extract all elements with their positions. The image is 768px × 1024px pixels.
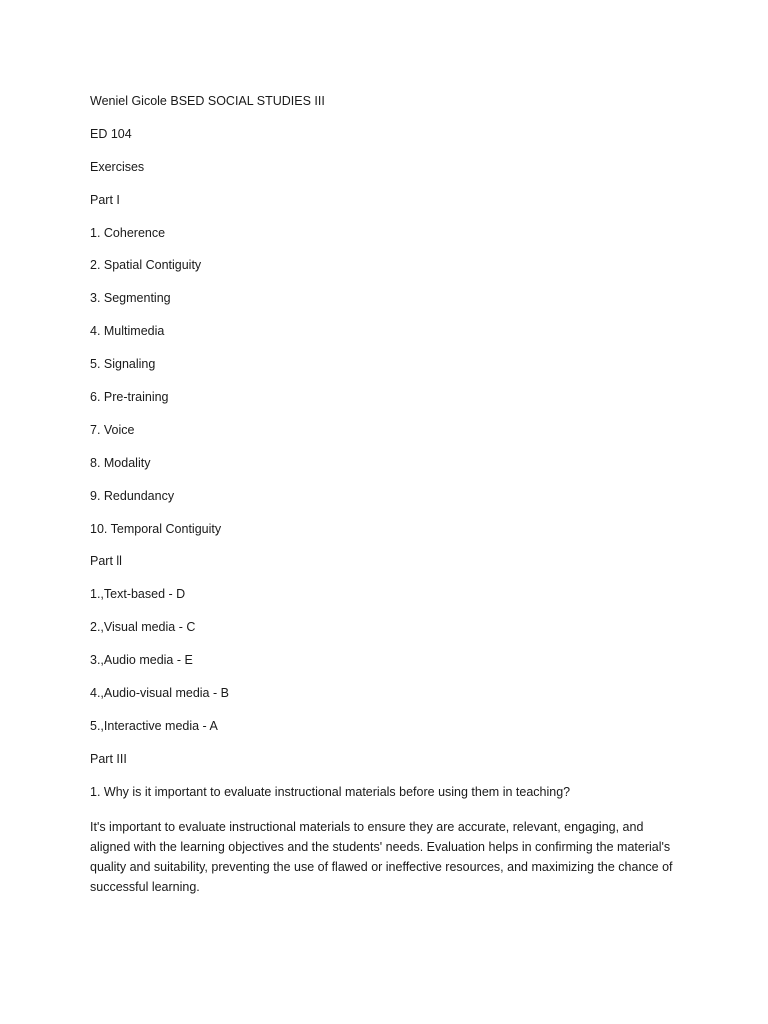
document-title: Exercises	[90, 159, 145, 174]
part2-item: 4.,Audio-visual media - B	[90, 686, 229, 701]
part1-item: 5. Signaling	[90, 357, 156, 372]
part3-question: 1. Why is it important to evaluate instructional materials before using them in teaching?	[90, 784, 571, 799]
part1-item: 1. Coherence	[90, 225, 166, 240]
part2-item: 3.,Audio media - E	[90, 653, 193, 668]
part2-heading: Part ll	[90, 554, 122, 569]
part1-item: 8. Modality	[90, 455, 151, 470]
part1-item: 2. Spatial Contiguity	[90, 258, 202, 273]
part1-item: 4. Multimedia	[90, 324, 165, 339]
part3-answer: It's important to evaluate instructional materials to ensure they are accurate, relevant, engaging, and aligned with the learning objectives and the students' needs. Evaluation helps in confirming the material's quality and suitability, preventing the use of flawed or ineffective resources, and maximizing the chance of successful learning.	[90, 819, 673, 894]
part2-item: 5.,Interactive media - A	[90, 718, 218, 733]
course-code: ED 104	[90, 126, 132, 141]
document-page	[90, 93, 680, 897]
part1-item: 3. Segmenting	[90, 291, 171, 306]
part2-item: 2.,Visual media - C	[90, 620, 196, 635]
part1-heading: Part I	[90, 192, 120, 207]
part1-item: 6. Pre-training	[90, 390, 169, 405]
part1-item: 9. Redundancy	[90, 488, 175, 503]
name-line: Weniel Gicole BSED SOCIAL STUDIES III	[90, 94, 325, 108]
part3-heading: Part III	[90, 751, 127, 766]
part2-item: 1.,Text-based - D	[90, 587, 186, 602]
part1-item: 10. Temporal Contiguity	[90, 521, 222, 536]
part1-item: 7. Voice	[90, 422, 135, 437]
